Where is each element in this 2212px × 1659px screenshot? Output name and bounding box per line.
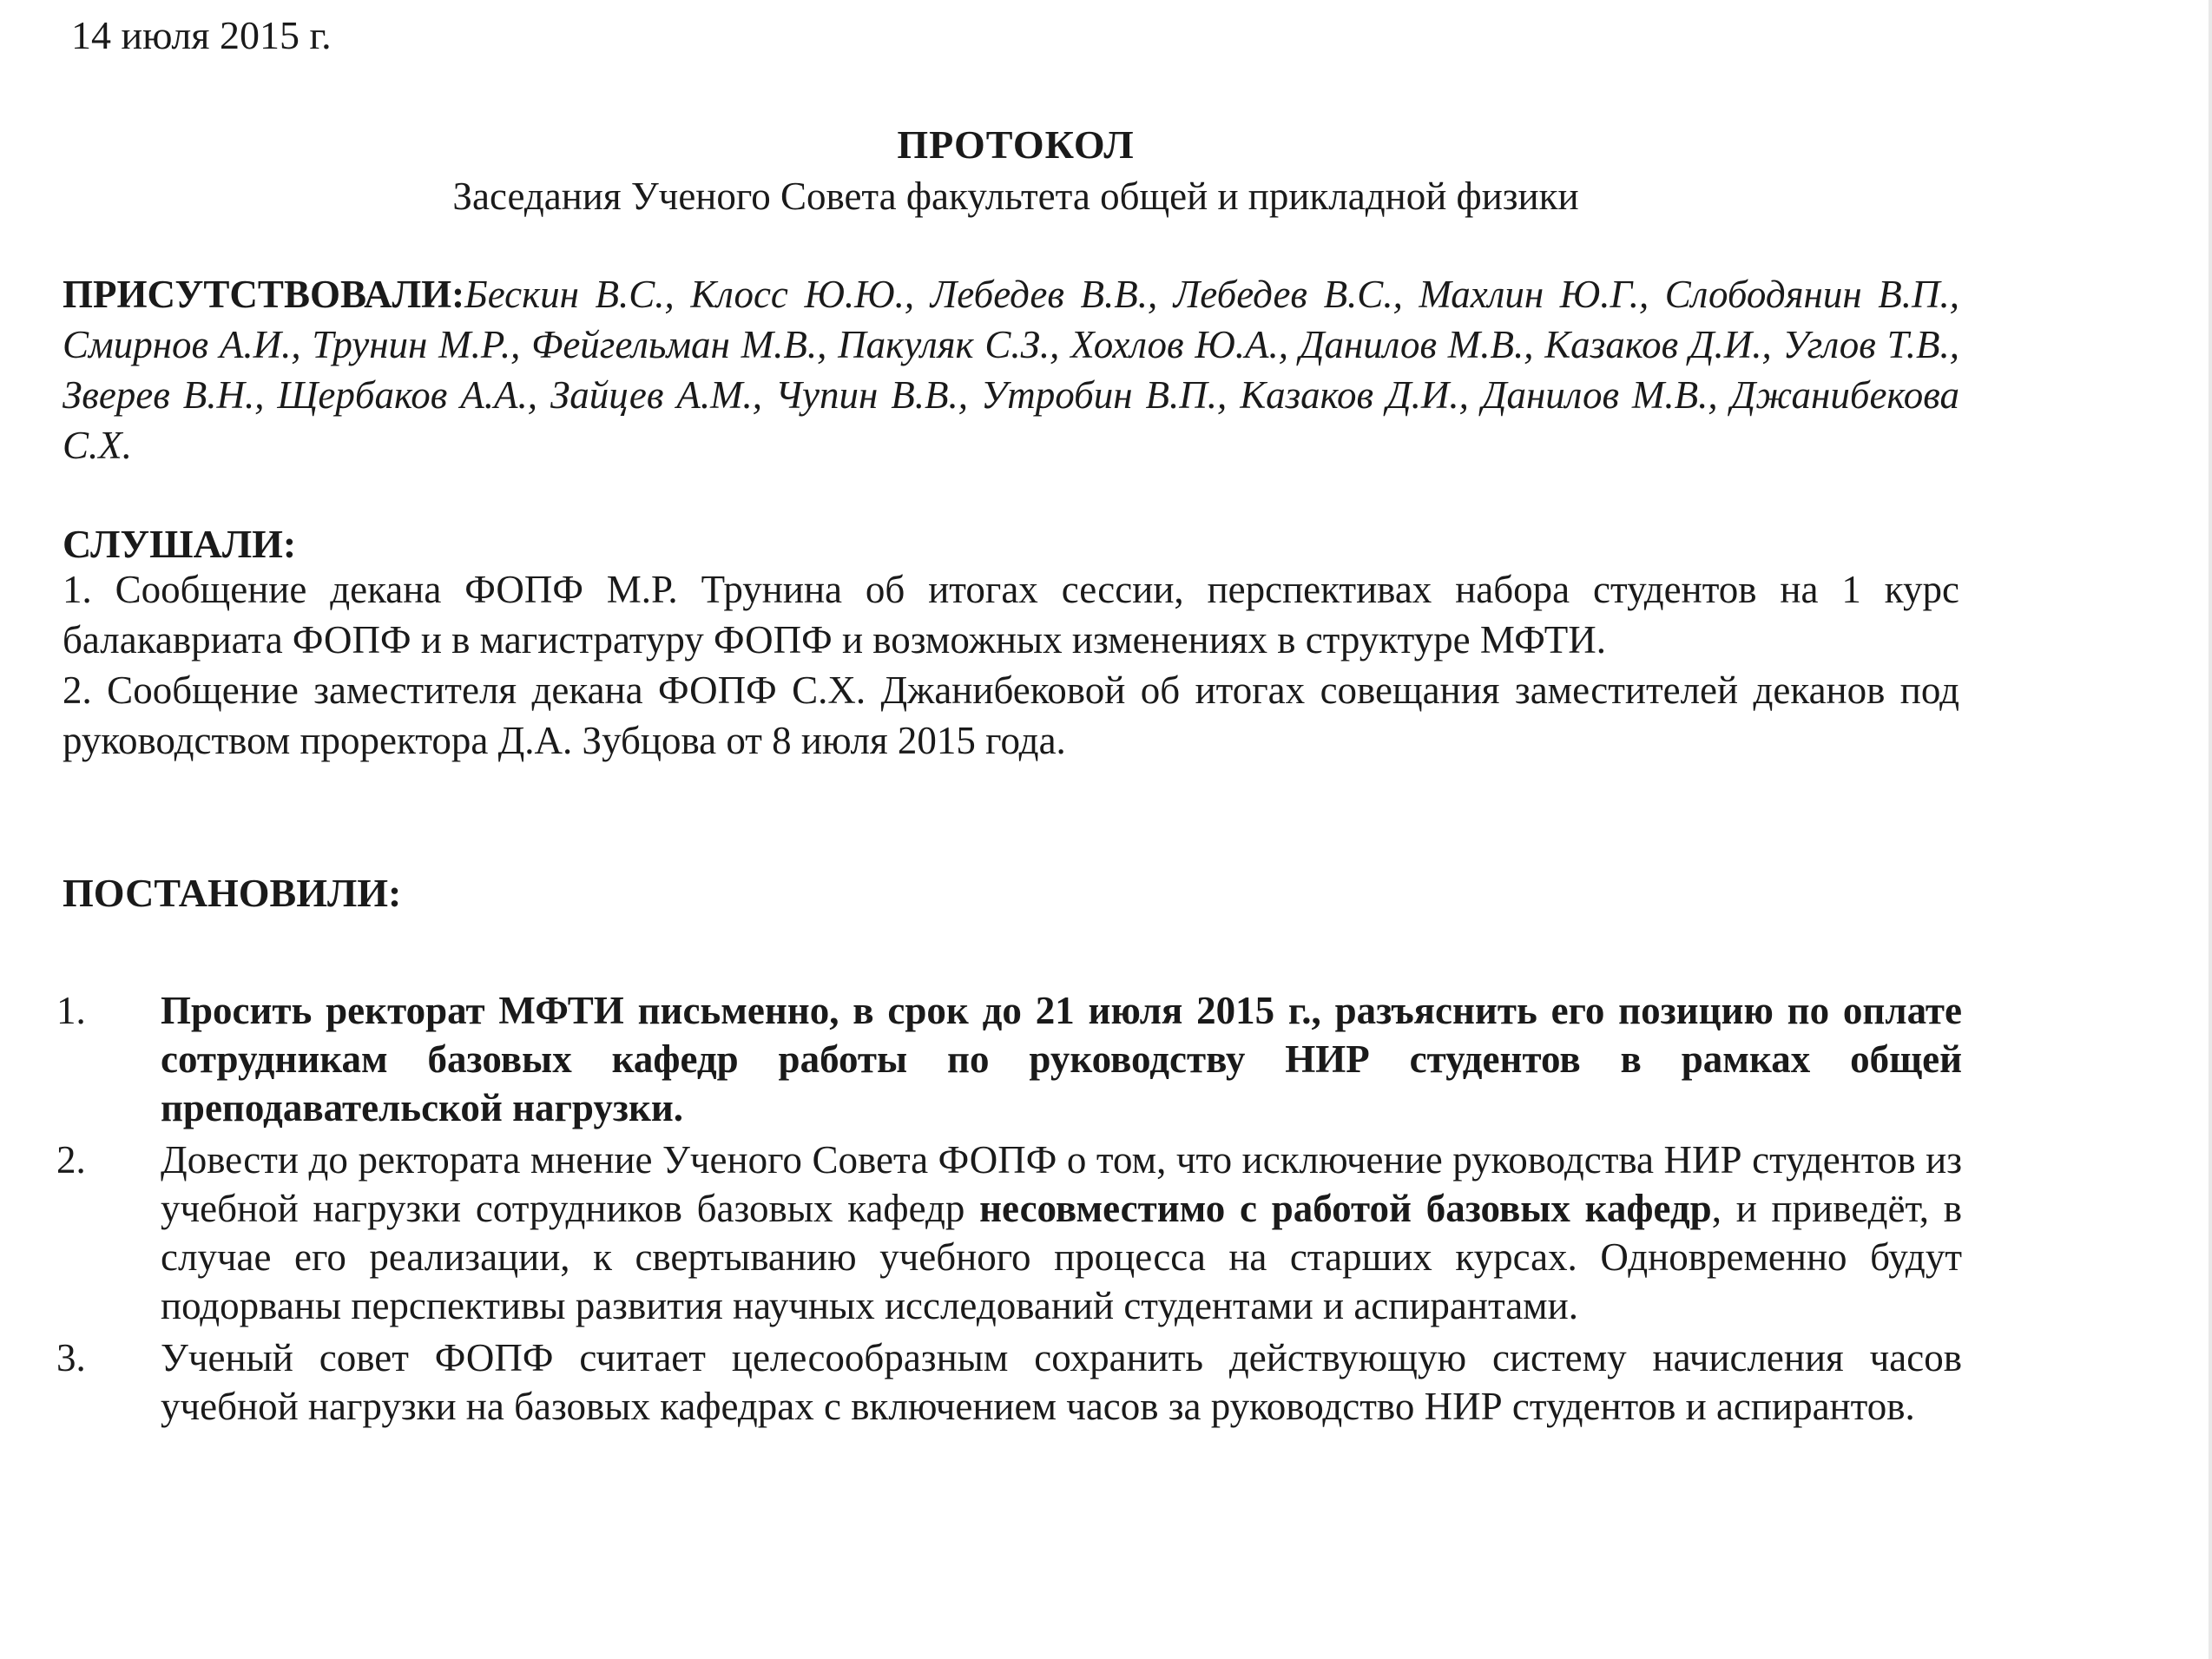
heard-heading: СЛУШАЛИ: [63,522,297,566]
decision-item [56,986,1962,1132]
decision-text: Просить ректорат МФТИ письменно, в срок до 21 июля 2015 г., разъяснить его позицию по оплате сотрудникам базовых кафедр работы по руководству НИР студентов в рамках общей преподавательской нагрузки. [161,989,1962,1129]
attendees-names: Бескин В.С., Клосс Ю.Ю., Лебедев В.В., Лебедев В.С., Махлин Ю.Г., Слободянин В.П., Смирнов А.И., Трунин М.Р., Фейгельман М.В., Пакуляк С.З., Хохлов Ю.А., Данилов М.В., Казаков Д.И., Углов Т.В., Зверев В.Н., Щербаков А.А., Зайцев А.М., Чупин В.В., Утробин В.П., Казаков Д.И., Данилов М.В., Джанибекова С.Х. [63,273,1959,467]
decided-heading: ПОСТАНОВИЛИ: [63,871,402,915]
decision-number: 3. [56,1336,86,1379]
decision-text-before: Довести до ректората мнение Ученого Совета ФОПФ о том, что исключение руководства НИР студентов из учебной нагрузки сотрудников базовых кафедр [161,1138,1962,1230]
decision-item [56,1136,1962,1330]
decision-text: Ученый совет ФОПФ считает целесообразным сохранить действующую систему начисления часов учебной нагрузки на базовых кафедрах с включением часов за руководство НИР студентов и аспирантов. [161,1336,1962,1428]
heard-item: 1. Сообщение декана ФОПФ М.Р. Трунина об итогах сессии, перспективах набора студентов на 1 курс балакавриата ФОПФ и в магистратуру ФОПФ и возможных изменениях в структуре МФТИ. [63,568,1959,662]
heard-item: 2. Сообщение заместителя декана ФОПФ С.Х. Джанибековой об итогах совещания заместителей деканов под руководством проректора Д.А. Зубцова от 8 июля 2015 года. [63,668,1959,762]
document-date: 14 июля 2015 г. [71,13,332,57]
scan-edge [2209,0,2212,1659]
decisions-list [56,986,1962,1434]
decision-text-after: , и приведёт, в случае его реализации, к свертыванию учебного процесса на старших курсах. Одновременно будут подорваны перспективы развития научных исследований студентами и аспирантами. [161,1187,1963,1327]
decision-number: 2. [56,1138,86,1182]
heard-section [63,564,1959,766]
decision-text [161,1136,1962,1330]
decision-item [56,1333,1962,1431]
document-title: ПРОТОКОЛ [897,122,1135,167]
decision-text-emphasis: несовместимо с работой базовых кафедр [979,1187,1712,1230]
document-subtitle: Заседания Ученого Совета факультета общей и прикладной физики [452,174,1579,218]
decision-number: 1. [56,989,86,1032]
attendees-label: ПРИСУТСТВОВАЛИ: [63,273,465,316]
attendees-section [63,269,1959,471]
